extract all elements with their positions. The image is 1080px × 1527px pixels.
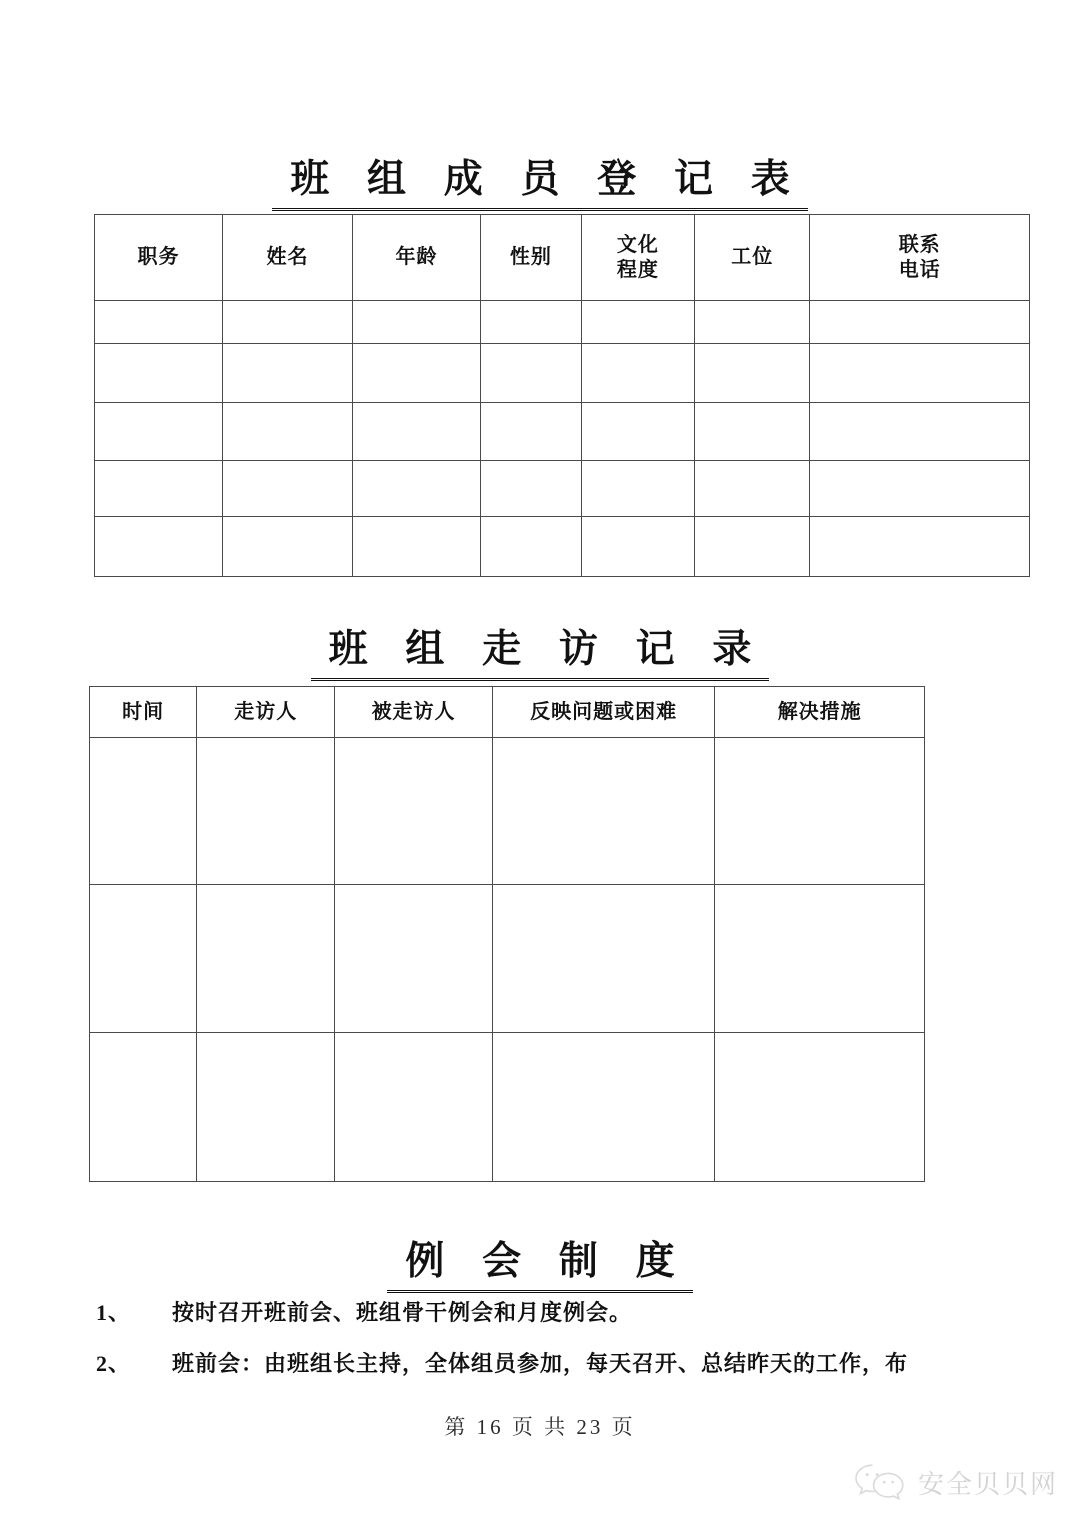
table-row xyxy=(95,344,1030,403)
table-row xyxy=(90,885,925,1033)
column-header-reported-issue: 反映问题或困难 xyxy=(492,687,715,738)
cell-reported-issue[interactable] xyxy=(492,1033,715,1182)
list-item xyxy=(96,1351,1016,1377)
cell-visited-person[interactable] xyxy=(335,885,493,1033)
cell-age[interactable] xyxy=(352,403,480,461)
table-row xyxy=(90,738,925,885)
cell-workstation[interactable] xyxy=(695,461,810,517)
table-row xyxy=(95,301,1030,344)
column-header-name: 姓名 xyxy=(223,215,353,301)
column-header-education-line2: 程度 xyxy=(616,258,659,281)
column-header-phone xyxy=(810,215,1030,301)
cell-position[interactable] xyxy=(95,403,223,461)
cell-position[interactable] xyxy=(95,301,223,344)
cell-education[interactable] xyxy=(581,517,694,577)
cell-name[interactable] xyxy=(223,461,353,517)
cell-position[interactable] xyxy=(95,461,223,517)
column-header-age: 年龄 xyxy=(352,215,480,301)
table-header-row xyxy=(95,215,1030,301)
list-item xyxy=(96,1300,1016,1326)
cell-name[interactable] xyxy=(223,517,353,577)
cell-age[interactable] xyxy=(352,461,480,517)
cell-education[interactable] xyxy=(581,403,694,461)
cell-solution[interactable] xyxy=(715,1033,925,1182)
cell-gender[interactable] xyxy=(481,517,582,577)
cell-position[interactable] xyxy=(95,344,223,403)
table-row xyxy=(95,461,1030,517)
cell-time[interactable] xyxy=(90,1033,197,1182)
table-header-row xyxy=(90,687,925,738)
cell-phone[interactable] xyxy=(810,403,1030,461)
column-header-education xyxy=(581,215,694,301)
column-header-time: 时间 xyxy=(90,687,197,738)
column-header-workstation: 工位 xyxy=(695,215,810,301)
cell-phone[interactable] xyxy=(810,517,1030,577)
cell-visitor[interactable] xyxy=(197,1033,335,1182)
cell-position[interactable] xyxy=(95,517,223,577)
cell-phone[interactable] xyxy=(810,461,1030,517)
column-header-gender: 性别 xyxy=(481,215,582,301)
wechat-icon xyxy=(852,1462,906,1502)
list-item-text: 班前会：由班组长主持，全体组员参加，每天召开、总结昨天的工作，布 xyxy=(172,1351,909,1377)
cell-solution[interactable] xyxy=(715,885,925,1033)
visits-table-title-text: 班 组 走 访 记 录 xyxy=(311,628,770,681)
cell-name[interactable] xyxy=(223,344,353,403)
meeting-rules-list xyxy=(96,1300,1016,1403)
column-header-visitor: 走访人 xyxy=(197,687,335,738)
members-table-title-text: 班 组 成 员 登 记 表 xyxy=(272,158,808,211)
members-registration-table xyxy=(94,214,1030,577)
cell-gender[interactable] xyxy=(481,301,582,344)
cell-gender[interactable] xyxy=(481,403,582,461)
cell-solution[interactable] xyxy=(715,738,925,885)
table-row xyxy=(95,517,1030,577)
cell-workstation[interactable] xyxy=(695,301,810,344)
column-header-solution: 解决措施 xyxy=(715,687,925,738)
page-number-footer: 第 16 页 共 23 页 xyxy=(444,1415,636,1439)
meeting-system-title xyxy=(0,1240,1080,1293)
cell-phone[interactable] xyxy=(810,344,1030,403)
cell-age[interactable] xyxy=(352,517,480,577)
list-item-number: 1、 xyxy=(96,1300,132,1325)
cell-workstation[interactable] xyxy=(695,344,810,403)
members-table-title xyxy=(0,158,1080,211)
column-header-phone-line2: 电话 xyxy=(898,258,941,281)
column-header-position: 职务 xyxy=(95,215,223,301)
cell-visited-person[interactable] xyxy=(335,1033,493,1182)
table-row xyxy=(90,1033,925,1182)
list-item-text: 按时召开班前会、班组骨干例会和月度例会。 xyxy=(172,1300,633,1325)
cell-workstation[interactable] xyxy=(695,403,810,461)
cell-education[interactable] xyxy=(581,301,694,344)
cell-visitor[interactable] xyxy=(197,885,335,1033)
cell-education[interactable] xyxy=(581,344,694,403)
column-header-phone-line1: 联系 xyxy=(898,233,941,256)
cell-visited-person[interactable] xyxy=(335,738,493,885)
cell-gender[interactable] xyxy=(481,461,582,517)
brand-watermark xyxy=(852,1462,1058,1502)
cell-time[interactable] xyxy=(90,885,197,1033)
column-header-education-line1: 文化 xyxy=(616,233,659,256)
cell-workstation[interactable] xyxy=(695,517,810,577)
cell-gender[interactable] xyxy=(481,344,582,403)
cell-visitor[interactable] xyxy=(197,738,335,885)
brand-name: 安全贝贝网 xyxy=(918,1469,1059,1499)
cell-name[interactable] xyxy=(223,403,353,461)
meeting-system-title-text: 例 会 制 度 xyxy=(387,1240,692,1293)
cell-age[interactable] xyxy=(352,301,480,344)
visits-table-title xyxy=(0,628,1080,681)
cell-name[interactable] xyxy=(223,301,353,344)
cell-education[interactable] xyxy=(581,461,694,517)
cell-phone[interactable] xyxy=(810,301,1030,344)
cell-reported-issue[interactable] xyxy=(492,738,715,885)
cell-reported-issue[interactable] xyxy=(492,885,715,1033)
cell-age[interactable] xyxy=(352,344,480,403)
column-header-visited-person: 被走访人 xyxy=(335,687,493,738)
list-item-number: 2、 xyxy=(96,1351,132,1377)
visits-record-table xyxy=(89,686,925,1182)
cell-time[interactable] xyxy=(90,738,197,885)
table-row xyxy=(95,403,1030,461)
